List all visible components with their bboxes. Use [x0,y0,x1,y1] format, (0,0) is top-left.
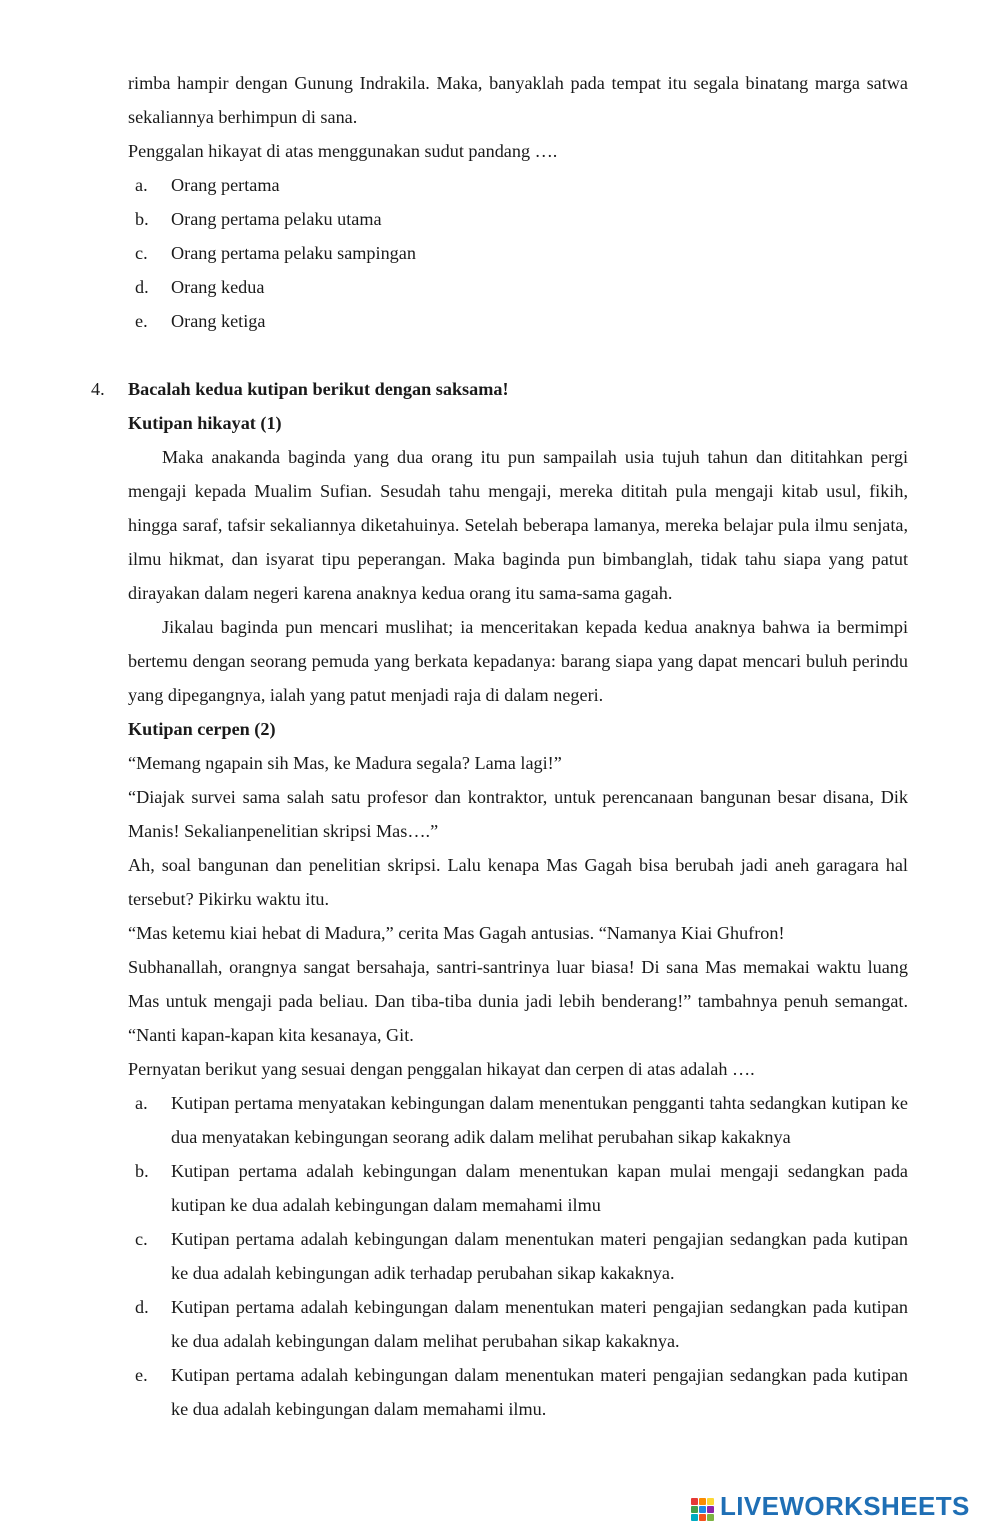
option-letter: e. [135,1365,148,1385]
logo-cell [707,1498,714,1505]
page-content [91,66,908,1426]
excerpt-2-line: “Memang ngapain sih Mas, ke Madura segala? Lama lagi!” [128,753,562,773]
option-letter: b. [135,1161,149,1181]
logo-cell [707,1514,714,1521]
option-letter: a. [135,175,148,195]
logo-cell [707,1506,714,1513]
question-3-options [128,168,908,338]
option-text: Orang pertama [171,175,280,195]
option-text: Orang pertama pelaku utama [171,209,382,229]
logo-cell [691,1498,698,1505]
option-text: Orang ketiga [171,311,266,331]
option-letter: d. [135,277,149,297]
option-text: Orang kedua [171,277,265,297]
option-text: Orang pertama pelaku sampingan [171,243,416,263]
option-letter: d. [135,1297,149,1317]
excerpt-2-line: “Diajak survei sama salah satu profesor dan kontraktor, untuk perencanaan bangunan besar disana, Dik Manis! Sekalianpenelitian skripsi Mas….” [128,787,908,841]
question-4-options [128,1086,908,1426]
option-d[interactable] [128,1290,908,1358]
question-number: 4. [91,379,105,399]
logo-cell [699,1498,706,1505]
excerpt-2-title: Kutipan cerpen (2) [128,719,276,739]
option-letter: c. [135,243,148,263]
excerpt-2-line: Subhanallah, orangnya sangat bersahaja, santri-santrinya luar biasa! Di sana Mas memakai waktu luang Mas untuk mengaji pada beliau. Dan tiba-tiba dunia jadi lebih benderang!” tambahnya penuh semangat. “Nanti kapan-kapan kita kesanaya, Git. [128,957,908,1045]
excerpt-1-title: Kutipan hikayat (1) [128,413,282,433]
option-letter: b. [135,209,149,229]
logo-grid-icon [691,1498,714,1521]
option-b[interactable] [128,202,908,236]
option-text: Kutipan pertama menyatakan kebingungan dalam menentukan pengganti tahta sedangkan kutipan ke dua menyatakan kebingungan seorang adik dalam melihat perubahan sikap kakaknya [171,1093,908,1147]
option-letter: a. [135,1093,148,1113]
option-a[interactable] [128,1086,908,1154]
logo-cell [699,1506,706,1513]
excerpt-2-line: “Mas ketemu kiai hebat di Madura,” cerita Mas Gagah antusias. “Namanya Kiai Ghufron! [128,923,785,943]
question-4-header [91,372,908,406]
logo-cell [699,1514,706,1521]
excerpt-2-line: Ah, soal bangunan dan penelitian skripsi. Lalu kenapa Mas Gagah bisa berubah jadi aneh garagara hal tersebut? Pikirku waktu itu. [128,855,908,909]
option-d[interactable] [128,270,908,304]
option-letter: e. [135,311,148,331]
question-4-instruction: Bacalah kedua kutipan berikut dengan saksama! [128,379,509,399]
brand-name: LIVEWORKSHEETS [720,1491,970,1521]
liveworksheets-logo[interactable] [691,1489,970,1523]
option-a[interactable] [128,168,908,202]
question-4-prompt: Pernyatan berikut yang sesuai dengan penggalan hikayat dan cerpen di atas adalah …. [128,1059,755,1079]
excerpt-1-paragraph: Jikalau baginda pun mencari muslihat; ia menceritakan kepada kedua anaknya bahwa ia bermimpi bertemu dengan seorang pemuda yang berkata kepadanya: barang siapa yang dapat mencari buluh perindu yang dipegangnya, ialah yang patut menjadi raja di dalam negeri. [128,617,908,705]
option-text: Kutipan pertama adalah kebingungan dalam menentukan materi pengajian sedangkan pada kutipan ke dua adalah kebingungan dalam melihat perubahan sikap kakaknya. [171,1297,908,1351]
option-e[interactable] [128,1358,908,1426]
option-text: Kutipan pertama adalah kebingungan dalam menentukan kapan mulai mengaji sedangkan pada kutipan ke dua adalah kebingungan dalam memahami ilmu [171,1161,908,1215]
option-b[interactable] [128,1154,908,1222]
hikayat-continuation: rimba hampir dengan Gunung Indrakila. Maka, banyaklah pada tempat itu segala binatang marga satwa sekaliannya berhimpun di sana. [128,73,908,127]
option-c[interactable] [128,1222,908,1290]
section-spacer [128,338,908,372]
option-letter: c. [135,1229,148,1249]
logo-cell [691,1506,698,1513]
logo-cell [691,1514,698,1521]
option-e[interactable] [128,304,908,338]
option-c[interactable] [128,236,908,270]
question-3-prompt: Penggalan hikayat di atas menggunakan sudut pandang …. [128,141,558,161]
option-text: Kutipan pertama adalah kebingungan dalam menentukan materi pengajian sedangkan pada kutipan ke dua adalah kebingungan dalam memahami ilmu. [171,1365,908,1419]
excerpt-1-paragraph: Maka anakanda baginda yang dua orang itu pun sampailah usia tujuh tahun dan dititahkan pergi mengaji kepada Mualim Sufian. Sesudah tahu mengaji, mereka dititah pula mengaji kitab usul, fikih, hingga saraf, tafsir sekaliannya diketahuinya. Setelah beberapa lamanya, mereka belajar pula ilmu senjata, ilmu hikmat, dan isyarat tipu peperangan. Maka baginda pun bimbanglah, tidak tahu siapa yang patut dirayakan dalam negeri karena anaknya kedua orang itu sama-sama gagah. [128,447,908,603]
option-text: Kutipan pertama adalah kebingungan dalam menentukan materi pengajian sedangkan pada kutipan ke dua adalah kebingungan adik terhadap perubahan sikap kakaknya. [171,1229,908,1283]
